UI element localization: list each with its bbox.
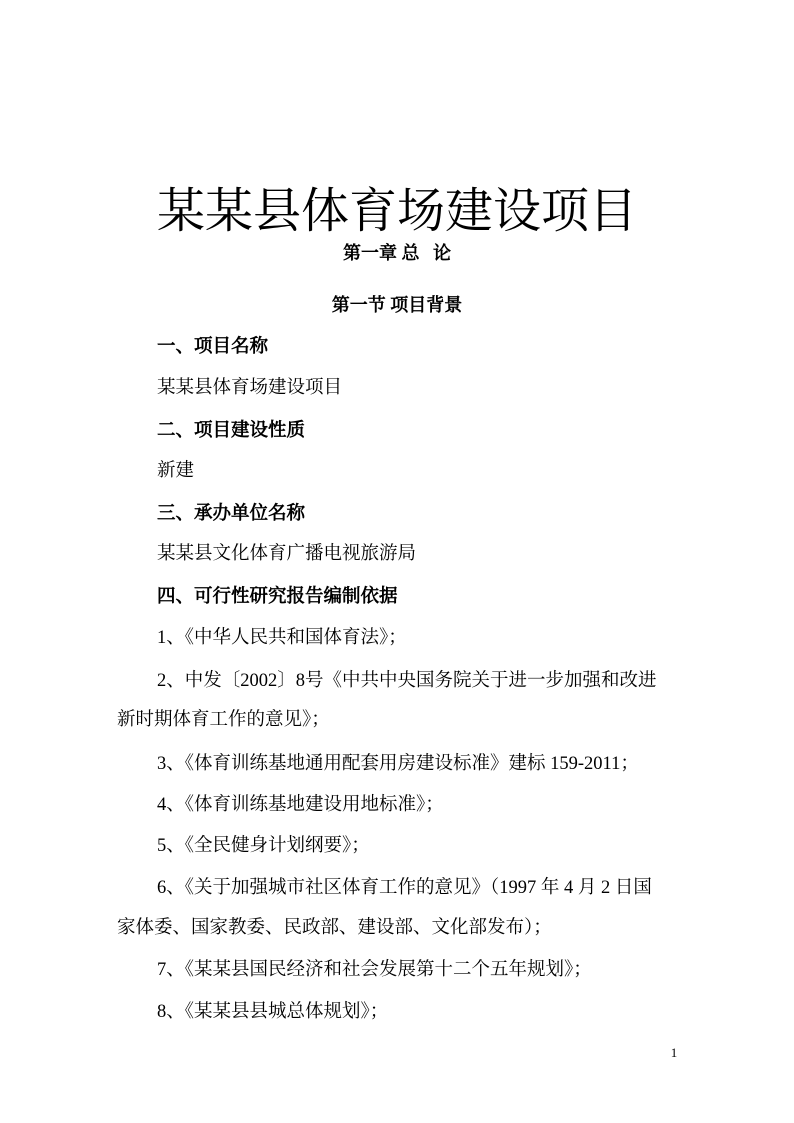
reference-item: 3、《体育训练基地通用配套用房建设标准》建标 159-2011； [157, 754, 639, 774]
item-text-construction-nature: 新建 [157, 461, 195, 481]
item-heading-organizer: 三、承办单位名称 [157, 504, 306, 524]
item-text-organizer: 某某县文化体育广播电视旅游局 [157, 544, 417, 564]
reference-item-continuation: 新时期体育工作的意见》； [117, 710, 330, 730]
reference-item: 4、《体育训练基地建设用地标准》； [157, 795, 444, 815]
item-heading-construction-nature: 二、项目建设性质 [157, 421, 306, 441]
reference-item: 1、《中华人民共和国体育法》； [157, 628, 407, 648]
item-text-project-name: 某某县体育场建设项目 [157, 378, 343, 398]
reference-item: 2、中发〔2002〕8号《中共中央国务院关于进一步加强和改进 [157, 671, 657, 691]
item-heading-project-name: 一、项目名称 [157, 337, 269, 357]
chapter-heading: 第一章 总 论 [343, 243, 451, 263]
section-heading: 第一节 项目背景 [331, 295, 463, 315]
item-heading-basis: 四、可行性研究报告编制依据 [157, 587, 398, 607]
reference-item-continuation: 家体委、国家教委、民政部、建设部、文化部发布）； [117, 918, 552, 938]
reference-item: 8、《某某县县城总体规划》； [157, 1002, 389, 1022]
reference-item: 7、《某某县国民经济和社会发展第十二个五年规划》； [157, 960, 592, 980]
page-number: 1 [670, 1045, 678, 1060]
document-title: 某某县体育场建设项目 [156, 185, 637, 238]
reference-item: 5、《全民健身计划纲要》； [157, 836, 370, 856]
reference-item: 6、《关于加强城市社区体育工作的意见》（1997 年 4 月 2 日国 [157, 878, 652, 898]
